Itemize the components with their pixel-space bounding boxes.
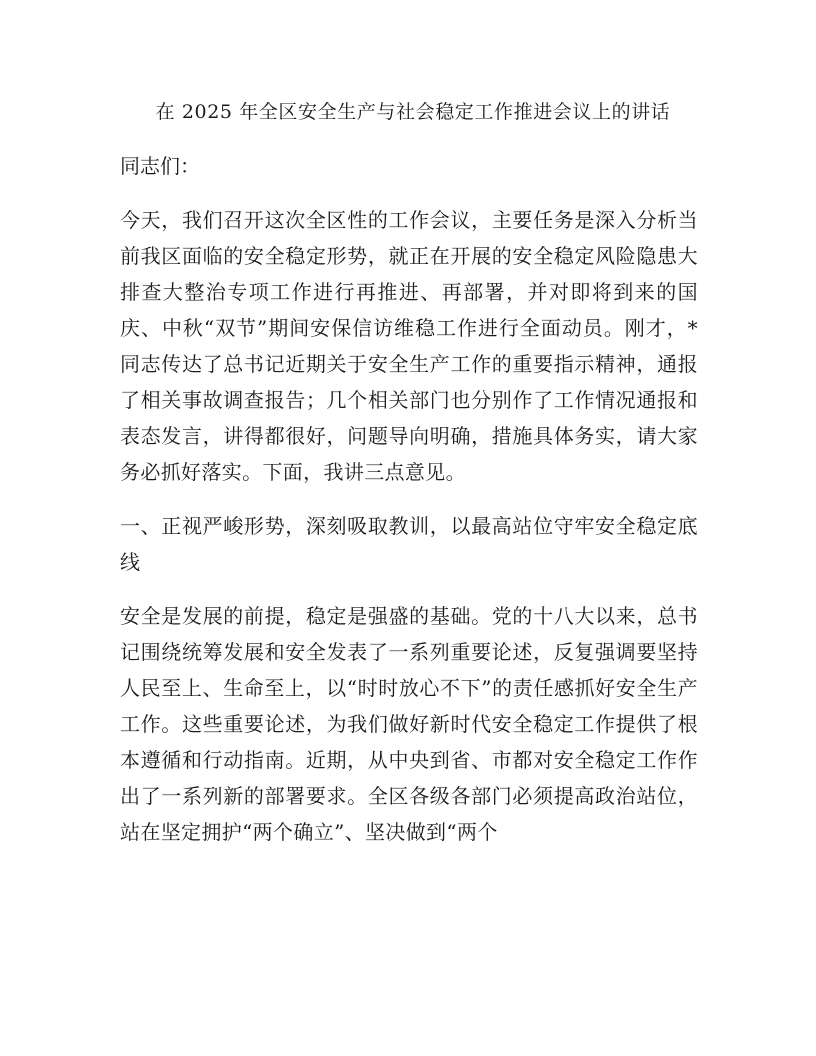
document-title: 在 2025 年全区安全生产与社会稳定工作推进会议上的讲话 — [155, 101, 671, 123]
section-1-paragraph: 安全是发展的前提，稳定是强盛的基础。党的十八大以来，总书记围绕统筹发展和安全发表了一系列重要论述，反复强调要坚持人民至上、生命至上，以“时时放心不下”的责任感抓好安全生产工作。这些重要论述，为我们做好新时代安全稳定工作提供了根本遵循和行动指南。近期，从中央到省、市都对安全稳定工作作出了一系列新的部署要求。全区各级各部门必须提高政治站位，站在坚定拥护“两个确立”、坚决做到“两个 — [120, 604, 698, 844]
intro-paragraph: 今天，我们召开这次全区性的工作会议，主要任务是深入分析当前我区面临的安全稳定形势，就正在开展的安全稳定风险隐患大排查大整治专项工作进行再推进、再部署，并对即将到来的国庆、中秋“双节”期间安保信访维稳工作进行全面动员。刚才，*同志传达了总书记近期关于安全生产工作的重要指示精神，通报了相关事故调查报告；几个相关部门也分别作了工作情况通报和表态发言，讲得都很好，问题导向明确，措施具体务实，请大家务必抓好落实。下面，我讲三点意见。 — [120, 208, 698, 484]
salutation: 同志们： — [120, 154, 200, 178]
section-1-heading: 一、正视严峻形势，深刻吸取教训，以最高站位守牢安全稳定底线 — [120, 514, 698, 574]
